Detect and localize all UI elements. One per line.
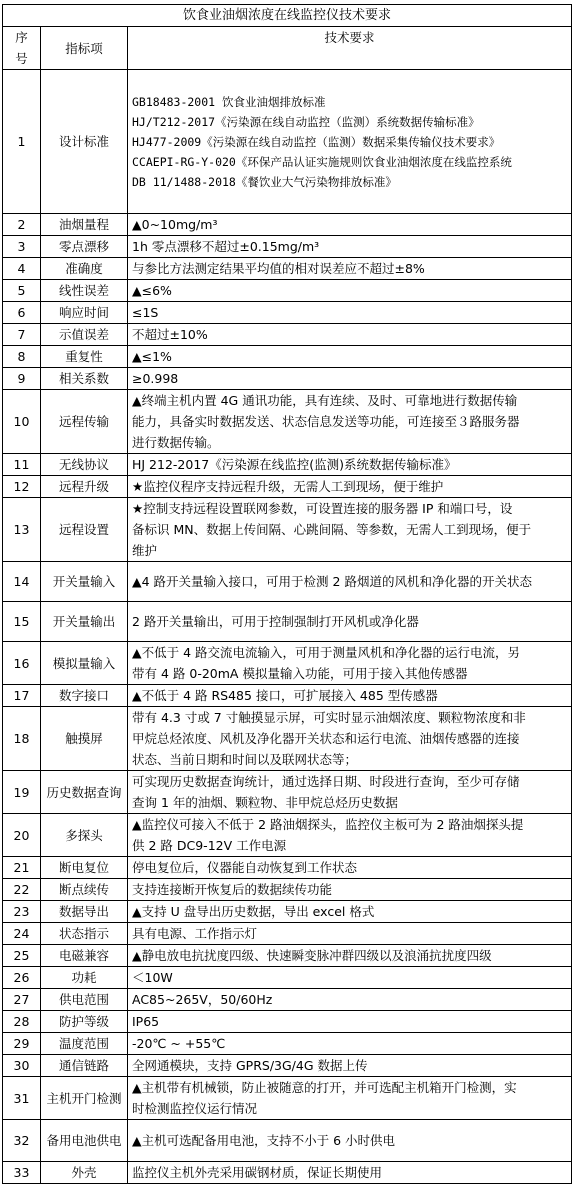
row-item-name: 远程设置 bbox=[41, 498, 128, 562]
row-number: 23 bbox=[3, 901, 41, 923]
row-requirement bbox=[128, 302, 572, 324]
table-row bbox=[3, 901, 572, 923]
requirement-line: ★控制支持远程设置联网参数，可设置连接的服务器 IP 和端口号，设 bbox=[132, 501, 513, 516]
row-requirement bbox=[128, 324, 572, 346]
row-requirement bbox=[128, 602, 572, 642]
requirement-line: ★监控仪程序支持远程升级，无需人工到现场，便于维护 bbox=[132, 479, 444, 494]
requirement-line: ▲主机可选配备用电池，支持不小于 6 小时供电 bbox=[132, 1133, 396, 1148]
row-number: 27 bbox=[3, 989, 41, 1011]
row-number: 14 bbox=[3, 562, 41, 602]
row-number: 12 bbox=[3, 476, 41, 498]
table-row bbox=[3, 390, 572, 454]
header-row bbox=[3, 27, 572, 70]
requirement-line: 维护 bbox=[132, 543, 158, 558]
requirement-line: 进行数据传输。 bbox=[132, 435, 220, 450]
table-row bbox=[3, 642, 572, 685]
row-requirement bbox=[128, 967, 572, 989]
table-row bbox=[3, 236, 572, 258]
table-row bbox=[3, 1011, 572, 1033]
requirement-line: HJ/T212-2017《污染源在线自动监控（监测）系统数据传输标准》 bbox=[132, 114, 480, 129]
row-requirement bbox=[128, 258, 572, 280]
requirement-line: CCAEPI-RG-Y-020《环保产品认证实施规则饮食业油烟浓度在线监控系统 bbox=[132, 154, 512, 169]
requirement-line: 带有 4 路 0-20mA 模拟量输入功能，可用于接入其他传感器 bbox=[132, 666, 468, 681]
row-number: 31 bbox=[3, 1077, 41, 1120]
row-requirement bbox=[128, 771, 572, 814]
row-item-name: 历史数据查询 bbox=[41, 771, 128, 814]
row-number: 5 bbox=[3, 280, 41, 302]
table-row bbox=[3, 685, 572, 707]
spec-table-body bbox=[3, 5, 572, 1184]
requirement-line: 1h 零点漂移不超过±0.15mg/m³ bbox=[132, 239, 320, 254]
row-requirement bbox=[128, 390, 572, 454]
row-number: 20 bbox=[3, 814, 41, 857]
row-number: 22 bbox=[3, 879, 41, 901]
row-item-name: 断电复位 bbox=[41, 857, 128, 879]
row-requirement bbox=[128, 214, 572, 236]
row-item-name: 数字接口 bbox=[41, 685, 128, 707]
requirement-line: 甲烷总烃浓度、风机及净化器开关状态和运行电流、油烟传感器的连接 bbox=[132, 731, 520, 746]
requirement-line: DB 11/1488-2018《餐饮业大气污染物排放标准》 bbox=[132, 174, 397, 189]
table-row bbox=[3, 707, 572, 771]
table-row bbox=[3, 879, 572, 901]
requirement-line: AC85~265V，50/60Hz bbox=[132, 992, 273, 1007]
row-item-name: 零点漂移 bbox=[41, 236, 128, 258]
row-item-name: 温度范围 bbox=[41, 1033, 128, 1055]
row-number: 3 bbox=[3, 236, 41, 258]
table-row bbox=[3, 923, 572, 945]
row-item-name: 电磁兼容 bbox=[41, 945, 128, 967]
row-requirement bbox=[128, 70, 572, 214]
requirement-line: 2 路开关量输出，可用于控制强制打开风机或净化器 bbox=[132, 614, 419, 629]
table-row bbox=[3, 562, 572, 602]
requirement-line: -20℃ ~ +55℃ bbox=[132, 1036, 226, 1051]
spec-table bbox=[2, 4, 572, 1184]
requirement-line: GB18483-2001 饮食业油烟排放标准 bbox=[132, 94, 326, 109]
table-row bbox=[3, 454, 572, 476]
row-item-name: 数据导出 bbox=[41, 901, 128, 923]
row-number: 17 bbox=[3, 685, 41, 707]
requirement-line: ▲≤6% bbox=[132, 283, 172, 298]
row-item-name: 远程升级 bbox=[41, 476, 128, 498]
row-requirement bbox=[128, 476, 572, 498]
requirement-line: 与参比方法测定结果平均值的相对误差应不超过±8% bbox=[132, 261, 425, 276]
row-requirement bbox=[128, 1011, 572, 1033]
table-row bbox=[3, 857, 572, 879]
row-item-name: 供电范围 bbox=[41, 989, 128, 1011]
requirement-line: ≥0.998 bbox=[132, 371, 179, 386]
requirement-line: ▲主机带有机械锁，防止被随意的打开，并可选配主机箱开门检测，实 bbox=[132, 1080, 517, 1095]
row-item-name: 多探头 bbox=[41, 814, 128, 857]
row-number: 11 bbox=[3, 454, 41, 476]
row-item-name: 开关量输入 bbox=[41, 562, 128, 602]
header-requirement: 技术要求 bbox=[128, 27, 572, 70]
requirement-line: 支持连接断开恢复后的数据续传功能 bbox=[132, 882, 333, 897]
requirement-line: ▲不低于 4 路交流电流输入，可用于测量风机和净化器的运行电流，另 bbox=[132, 645, 521, 660]
row-item-name: 油烟量程 bbox=[41, 214, 128, 236]
requirement-line: 具有电源、工作指示灯 bbox=[132, 926, 258, 941]
row-requirement bbox=[128, 1120, 572, 1162]
row-requirement bbox=[128, 236, 572, 258]
requirement-line: HJ 212-2017《污染源在线监控(监测)系统数据传输标准》 bbox=[132, 457, 457, 472]
row-requirement bbox=[128, 642, 572, 685]
row-number: 10 bbox=[3, 390, 41, 454]
requirement-line: 停电复位后，仪器能自动恢复到工作状态 bbox=[132, 860, 358, 875]
row-requirement bbox=[128, 1077, 572, 1120]
requirement-line: 状态、当前日期和时间以及联网状态等； bbox=[132, 752, 358, 767]
requirement-line: ▲0~10mg/m³ bbox=[132, 217, 218, 232]
row-item-name: 外壳 bbox=[41, 1162, 128, 1184]
row-requirement bbox=[128, 923, 572, 945]
row-item-name: 示值误差 bbox=[41, 324, 128, 346]
requirement-line: 可实现历史数据查询统计，通过选择日期、时段进行查询，至少可存储 bbox=[132, 774, 520, 789]
row-requirement bbox=[128, 707, 572, 771]
row-requirement bbox=[128, 280, 572, 302]
requirement-line: ▲4 路开关量输入接口，可用于检测 2 路烟道的风机和净化器的开关状态 bbox=[132, 574, 532, 589]
requirement-line: ▲终端主机内置 4G 通讯功能，具有连续、及时、可靠地进行数据传输 bbox=[132, 393, 518, 408]
row-item-name: 模拟量输入 bbox=[41, 642, 128, 685]
requirement-line: ▲支持 U 盘导出历史数据，导出 excel 格式 bbox=[132, 904, 375, 919]
row-requirement bbox=[128, 368, 572, 390]
row-requirement bbox=[128, 562, 572, 602]
row-item-name: 重复性 bbox=[41, 346, 128, 368]
table-row bbox=[3, 945, 572, 967]
table-row bbox=[3, 302, 572, 324]
row-requirement bbox=[128, 857, 572, 879]
title-row bbox=[3, 5, 572, 27]
table-row bbox=[3, 1120, 572, 1162]
row-item-name: 功耗 bbox=[41, 967, 128, 989]
row-number: 4 bbox=[3, 258, 41, 280]
row-item-name: 防护等级 bbox=[41, 1011, 128, 1033]
table-row bbox=[3, 1033, 572, 1055]
requirement-line: 监控仪主机外壳采用碳钢材质，保证长期使用 bbox=[132, 1165, 383, 1180]
row-item-name: 通信链路 bbox=[41, 1055, 128, 1077]
row-requirement bbox=[128, 1055, 572, 1077]
row-number: 19 bbox=[3, 771, 41, 814]
table-row bbox=[3, 1055, 572, 1077]
row-number: 30 bbox=[3, 1055, 41, 1077]
row-number: 26 bbox=[3, 967, 41, 989]
row-requirement bbox=[128, 879, 572, 901]
row-number: 9 bbox=[3, 368, 41, 390]
row-requirement bbox=[128, 989, 572, 1011]
row-item-name: 无线协议 bbox=[41, 454, 128, 476]
table-row bbox=[3, 324, 572, 346]
row-item-name: 开关量输出 bbox=[41, 602, 128, 642]
table-row bbox=[3, 602, 572, 642]
table-row bbox=[3, 814, 572, 857]
row-item-name: 准确度 bbox=[41, 258, 128, 280]
row-requirement bbox=[128, 901, 572, 923]
row-item-name: 主机开门检测 bbox=[41, 1077, 128, 1120]
table-row bbox=[3, 1162, 572, 1184]
row-item-name: 触摸屏 bbox=[41, 707, 128, 771]
row-item-name: 状态指示 bbox=[41, 923, 128, 945]
requirement-line: 时检测监控仪运行情况 bbox=[132, 1101, 258, 1116]
row-item-name: 设计标准 bbox=[41, 70, 128, 214]
row-number: 29 bbox=[3, 1033, 41, 1055]
header-item: 指标项 bbox=[41, 27, 128, 70]
row-number: 8 bbox=[3, 346, 41, 368]
row-requirement bbox=[128, 346, 572, 368]
table-row bbox=[3, 280, 572, 302]
row-item-name: 远程传输 bbox=[41, 390, 128, 454]
table-title: 饮食业油烟浓度在线监控仪技术要求 bbox=[3, 5, 572, 27]
table-row bbox=[3, 1077, 572, 1120]
table-row bbox=[3, 346, 572, 368]
table-row bbox=[3, 368, 572, 390]
requirement-line: ＜10W bbox=[132, 970, 173, 985]
requirement-line: ≤1S bbox=[132, 305, 159, 320]
header-no: 序号 bbox=[3, 27, 41, 70]
row-number: 28 bbox=[3, 1011, 41, 1033]
requirement-line: 全网通模块，支持 GPRS/3G/4G 数据上传 bbox=[132, 1058, 368, 1073]
requirement-line: 供 2 路 DC9-12V 工作电源 bbox=[132, 838, 287, 853]
row-requirement bbox=[128, 945, 572, 967]
row-requirement bbox=[128, 685, 572, 707]
requirement-line: 能力，具备实时数据发送、状态信息发送等功能，可连接至３路服务器 bbox=[132, 414, 520, 429]
table-row bbox=[3, 70, 572, 214]
row-item-name: 断点续传 bbox=[41, 879, 128, 901]
requirement-line: ▲监控仪可接入不低于 2 路油烟探头，监控仪主板可为 2 路油烟探头提 bbox=[132, 817, 524, 832]
table-row bbox=[3, 214, 572, 236]
row-number: 25 bbox=[3, 945, 41, 967]
row-number: 6 bbox=[3, 302, 41, 324]
table-row bbox=[3, 967, 572, 989]
row-number: 21 bbox=[3, 857, 41, 879]
row-requirement bbox=[128, 498, 572, 562]
row-item-name: 相关系数 bbox=[41, 368, 128, 390]
row-number: 32 bbox=[3, 1120, 41, 1162]
table-row bbox=[3, 498, 572, 562]
row-number: 24 bbox=[3, 923, 41, 945]
row-item-name: 线性误差 bbox=[41, 280, 128, 302]
row-requirement bbox=[128, 814, 572, 857]
requirement-line: IP65 bbox=[132, 1014, 160, 1029]
row-number: 7 bbox=[3, 324, 41, 346]
row-item-name: 响应时间 bbox=[41, 302, 128, 324]
requirement-line: 不超过±10% bbox=[132, 327, 208, 342]
table-row bbox=[3, 771, 572, 814]
table-row bbox=[3, 476, 572, 498]
row-requirement bbox=[128, 1162, 572, 1184]
table-row bbox=[3, 989, 572, 1011]
requirement-line: ▲静电放电抗扰度四级、快速瞬变脉冲群四级以及浪涌抗扰度四级 bbox=[132, 948, 492, 963]
row-item-name: 备用电池供电 bbox=[41, 1120, 128, 1162]
requirement-line: 备标识 MN、数据上传间隔、心跳间隔、等参数，无需人工到现场，便于 bbox=[132, 522, 532, 537]
requirement-line: 查询 1 年的油烟、颗粒物、非甲烷总烃历史数据 bbox=[132, 795, 398, 810]
requirement-line: HJ477-2009《污染源在线自动监控（监测）数据采集传输仪技术要求》 bbox=[132, 134, 501, 149]
row-number: 15 bbox=[3, 602, 41, 642]
row-requirement bbox=[128, 454, 572, 476]
row-number: 1 bbox=[3, 70, 41, 214]
row-number: 16 bbox=[3, 642, 41, 685]
row-number: 13 bbox=[3, 498, 41, 562]
row-requirement bbox=[128, 1033, 572, 1055]
table-row bbox=[3, 258, 572, 280]
requirement-line: ▲不低于 4 路 RS485 接口，可扩展接入 485 型传感器 bbox=[132, 688, 438, 703]
row-number: 33 bbox=[3, 1162, 41, 1184]
row-number: 18 bbox=[3, 707, 41, 771]
requirement-line: ▲≤1% bbox=[132, 349, 172, 364]
row-number: 2 bbox=[3, 214, 41, 236]
requirement-line: 带有 4.3 寸或 7 寸触摸显示屏，可实时显示油烟浓度、颗粒物浓度和非 bbox=[132, 710, 526, 725]
